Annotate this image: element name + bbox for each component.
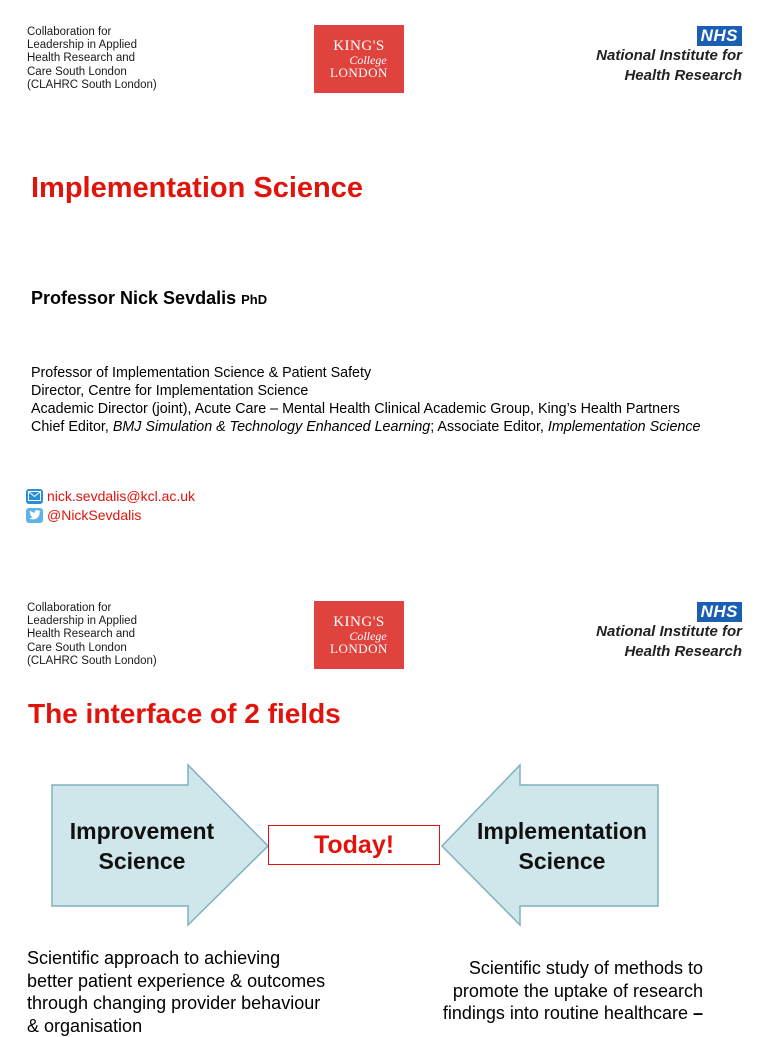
role-line: Professor of Implementation Science & Patient Safety (31, 365, 372, 381)
slide-title-heading: Implementation Science (31, 172, 363, 204)
clahrc-line: (CLAHRC South London) (27, 78, 157, 91)
role-line: Director, Centre for Implementation Science (31, 383, 309, 399)
twitter-handle-link[interactable]: @NickSevdalis (47, 507, 142, 523)
improvement-science-description: Scientific approach to achieving better patient experience & outcomes through changing provider behaviour & organisation (27, 948, 326, 1036)
presenter-name: Professor Nick Sevdalis PhD (31, 288, 268, 308)
slide-title-heading: The interface of 2 fields (28, 698, 341, 729)
role-line: Academic Director (joint), Acute Care – Mental Health Clinical Academic Group, King’s Health Partners (31, 401, 680, 417)
twitter-contact[interactable] (26, 507, 141, 523)
role-line: Chief Editor, BMJ Simulation & Technology Enhanced Learning; Associate Editor, Implementation Science (31, 419, 701, 435)
envelope-icon (26, 489, 43, 504)
presenter-roles (31, 364, 700, 436)
presenter-degree: PhD (241, 292, 268, 307)
implementation-science-description: Scientific study of methods to promote the uptake of research findings into routine healthcare – (442, 958, 703, 1023)
clahrc-line: Health Research and (27, 52, 136, 65)
twitter-bird-icon (26, 508, 43, 523)
nhs-badge: NHS (697, 26, 742, 46)
clahrc-line: Leadership in Applied (27, 39, 137, 52)
clahrc-line: Leadership in Applied (27, 615, 137, 628)
email-contact[interactable] (26, 488, 195, 504)
clahrc-logo-text (27, 26, 157, 92)
improvement-science-label: Improvement Science (69, 818, 215, 874)
clahrc-logo-text (27, 602, 157, 668)
clahrc-line: Care South London (27, 65, 127, 78)
kings-college-logo: KING'S College LONDON (314, 601, 404, 669)
email-link[interactable]: nick.sevdalis@kcl.ac.uk (47, 488, 196, 504)
nihr-logo: NHS National Institute for Health Research (596, 26, 742, 84)
kings-college-logo: KING'S College LONDON (314, 25, 404, 93)
implementation-science-label: Implementation Science (477, 818, 647, 874)
clahrc-line: (CLAHRC South London) (27, 654, 157, 667)
nihr-logo: NHS National Institute for Health Research (596, 602, 742, 660)
nhs-badge: NHS (697, 602, 742, 622)
clahrc-line: Collaboration for (27, 602, 112, 614)
slide-interface (0, 580, 768, 1036)
clahrc-line: Health Research and (27, 628, 136, 641)
clahrc-line: Care South London (27, 641, 127, 654)
clahrc-line: Collaboration for (27, 26, 112, 38)
today-box: Today! (268, 825, 440, 865)
